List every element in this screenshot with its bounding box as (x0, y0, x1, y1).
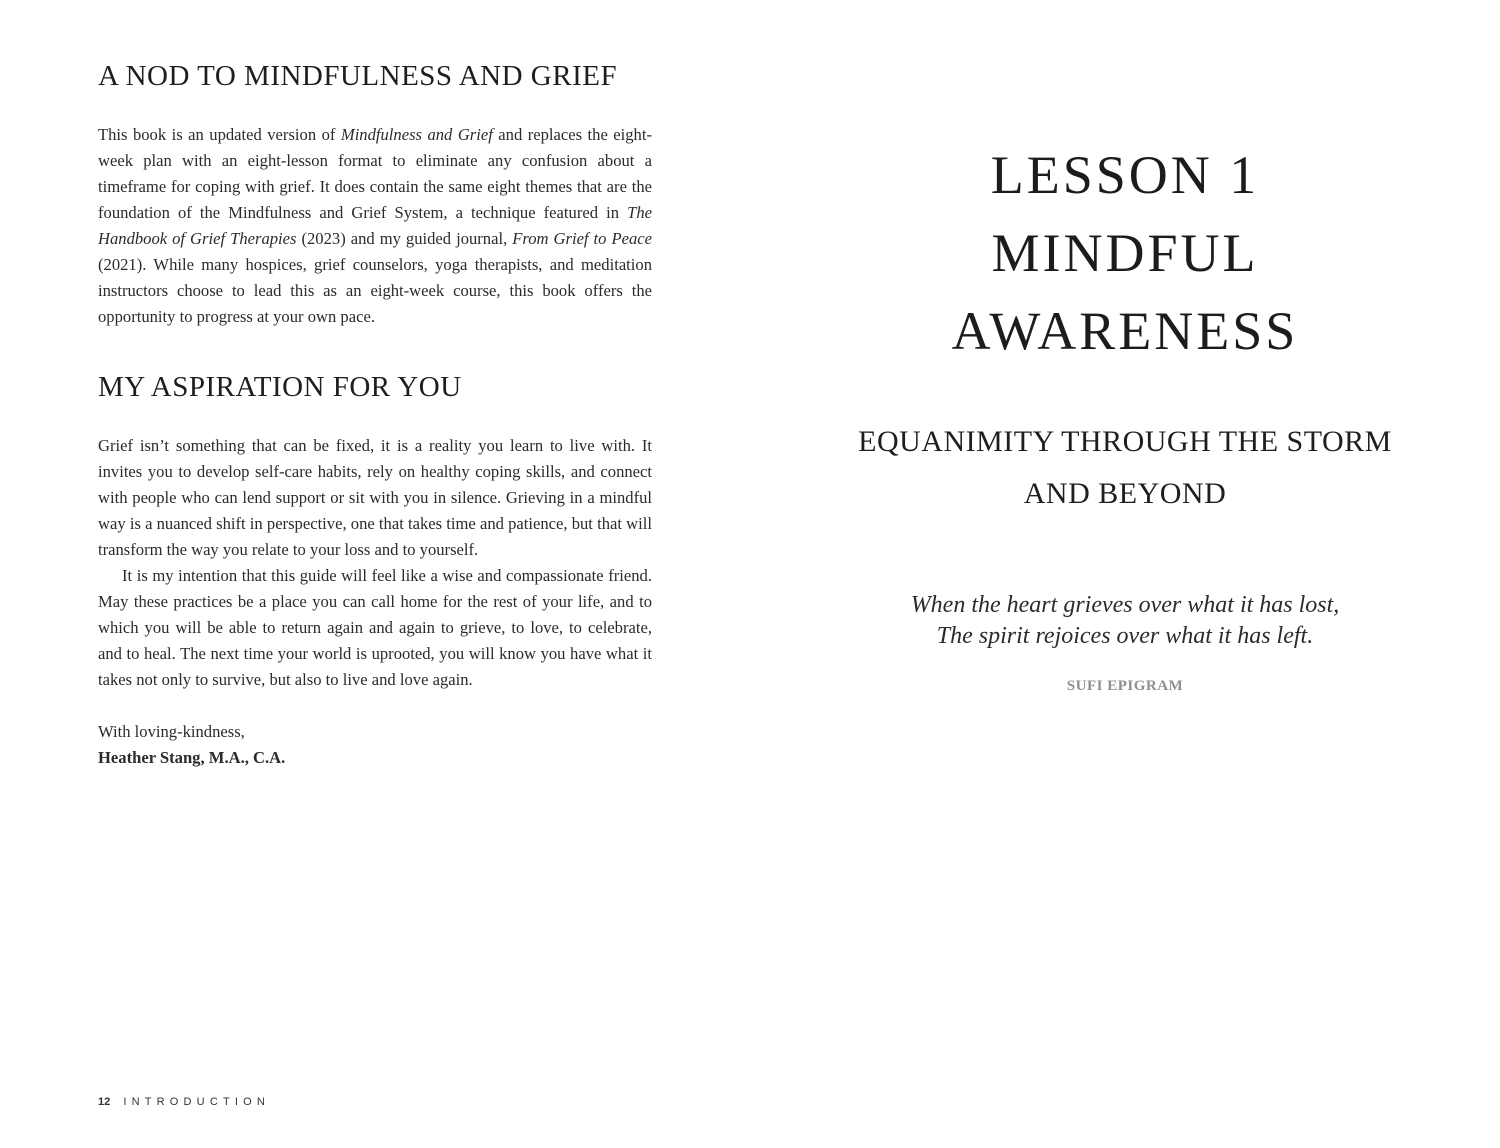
body-paragraph: It is my intention that this guide will feel like a wise and compassionate friend. May these practices be a place you can call home for the rest of your life, and to which you will be able to return again and again to grieve, to love, to celebrate, and to heal. The next time your world is uprooted, you will know you have what it takes not only to survive, but also to live and love again. (98, 566, 652, 689)
body-paragraph (98, 122, 652, 330)
lesson-subtitle-line: AND BEYOND (1023, 477, 1227, 510)
section-body-aspiration (98, 433, 652, 693)
signoff (98, 719, 285, 771)
lesson-title-line: AWARENESS (951, 301, 1299, 361)
author-name: Heather Stang, M.A., C.A. (98, 748, 286, 767)
lesson-title-line: LESSON 1 (990, 145, 1260, 205)
epigraph-line: The spirit rejoices over what it has left. (936, 623, 1314, 649)
right-page (750, 0, 1500, 1148)
page-number: 12 (98, 1096, 111, 1108)
section-heading-aspiration: MY ASPIRATION FOR YOU (98, 371, 462, 403)
section-heading-mindfulness-and-grief: A NOD TO MINDFULNESS AND GRIEF (98, 60, 618, 92)
page-footer (98, 1096, 270, 1108)
section-body-mindfulness-and-grief (98, 122, 652, 330)
signoff-closing: With loving-kindness, (98, 722, 245, 741)
lesson-title (750, 136, 1500, 370)
body-text-run: and replaces the eight-week plan with an eight-lesson format to eliminate any confusion about a timeframe for coping with grief. It does contain the same eight themes that are the foundation of the Mindfulness and Grief System, a technique featured in (98, 125, 652, 222)
lesson-subtitle (750, 416, 1500, 520)
lesson-subtitle-line: EQUANIMITY THROUGH THE STORM (858, 425, 1392, 458)
book-title-italic: From Grief to Peace (512, 229, 652, 248)
epigraph-line: When the heart grieves over what it has lost, (910, 592, 1340, 618)
epigraph (750, 590, 1500, 652)
body-text-run: This book is an updated version of (98, 125, 341, 144)
body-text-run: (2021). While many hospices, grief counselors, yoga therapists, and meditation instructors choose to lead this as an eight-week course, this book offers the opportunity to progress at your own pace. (98, 255, 652, 326)
body-paragraph: Grief isn’t something that can be fixed, it is a reality you learn to live with. It invites you to develop self-care habits, rely on healthy coping skills, and connect with people who can lend support or sit with you in silence. Grieving in a mindful way is a nuanced shift in perspective, one that takes time and patience, but that will transform the way you relate to your loss and to yourself. (98, 436, 652, 559)
epigraph-attribution: SUFI EPIGRAM (1066, 678, 1184, 694)
lesson-title-line: MINDFUL (991, 223, 1259, 283)
book-title-italic: Mindfulness and Grief (340, 125, 493, 144)
book-title-italic: The Handbook of Grief Therapies (98, 203, 652, 248)
running-section-name: INTRODUCTION (123, 1096, 271, 1108)
body-text-run: (2023) and my guided journal, (296, 229, 513, 248)
